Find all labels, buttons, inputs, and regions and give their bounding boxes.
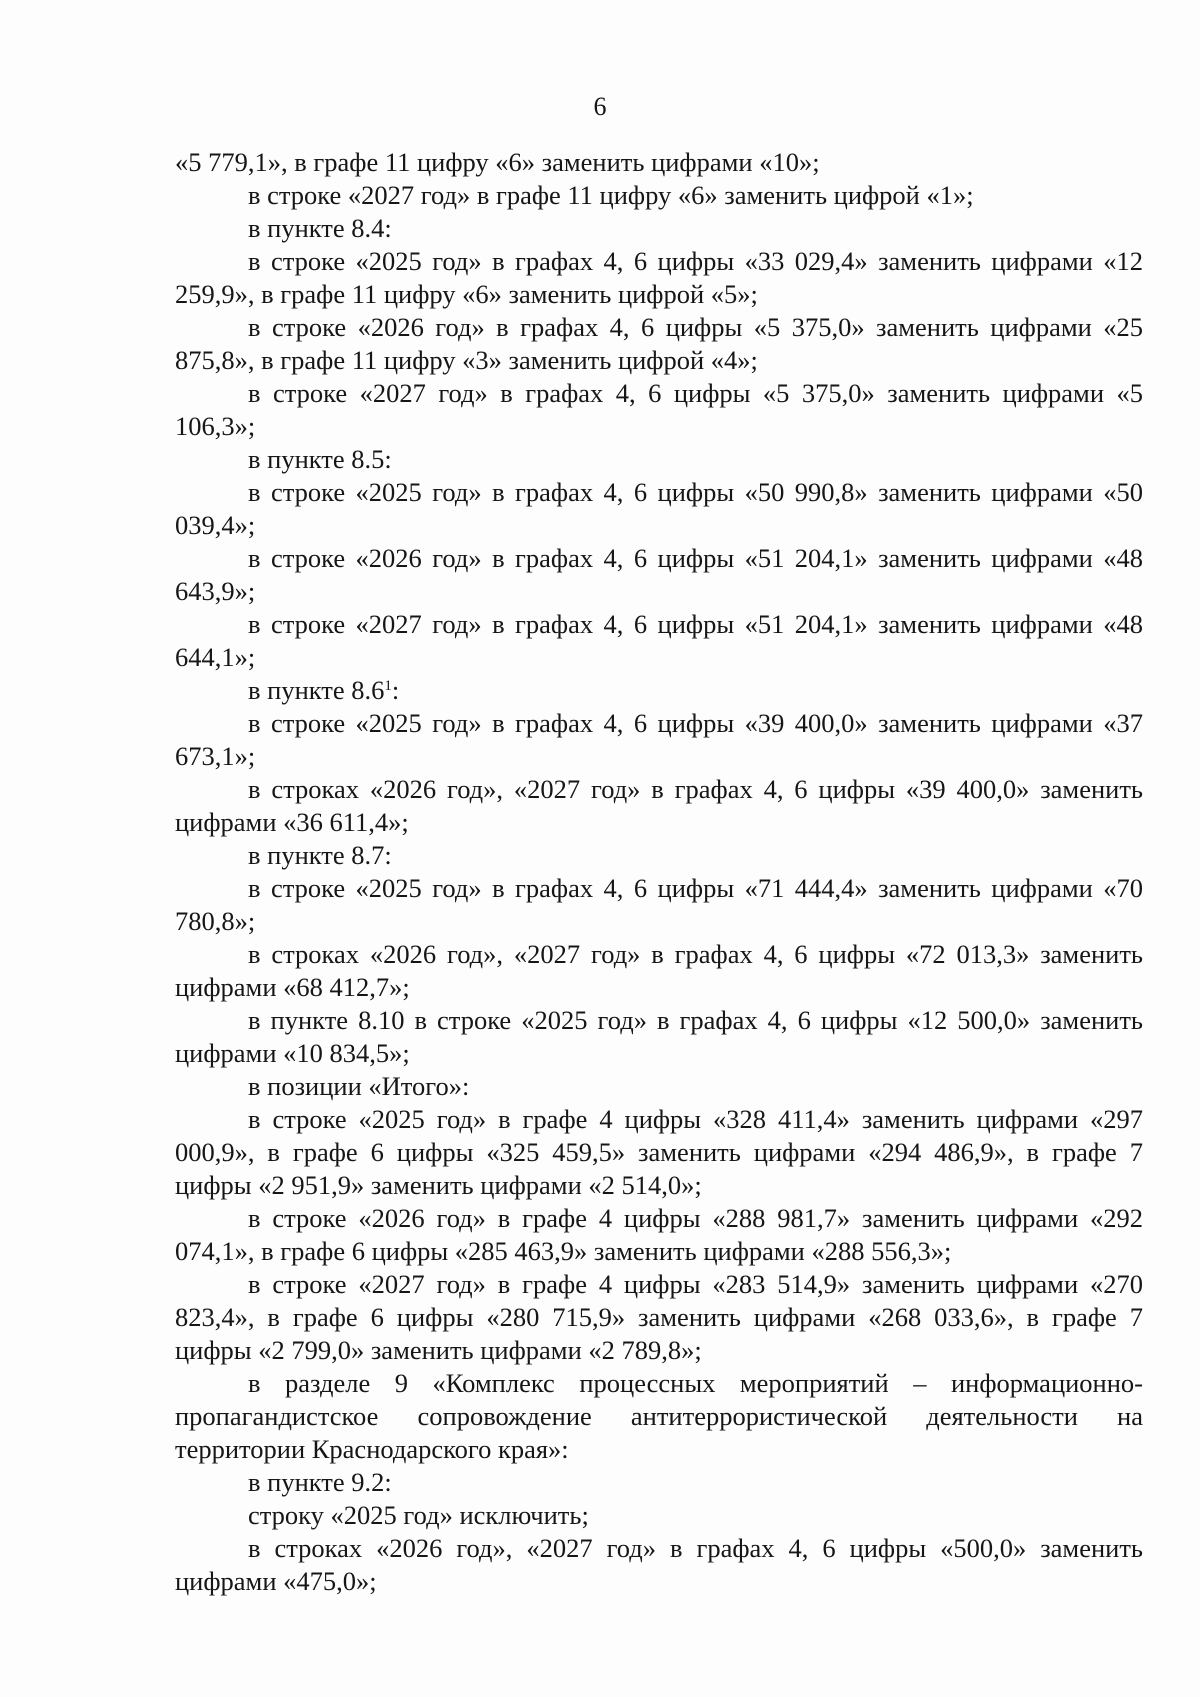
paragraph: в строке «2025 год» в графах 4, 6 цифры «71 444,4» заменить цифрами «70 780,8»; — [175, 873, 1143, 936]
paragraph: в строке «2025 год» в графе 4 цифры «328 411,4» заменить цифрами «297 000,9», в графе 6 цифры «325 459,5» заменить цифрами «294 486,9», в графе 7 цифры «2 951,9» заменить цифрами «2 514,0»; — [175, 1104, 1143, 1200]
document-body — [175, 146, 1143, 1598]
paragraph: в позиции «Итого»: — [248, 1071, 470, 1101]
superscript: 1 — [384, 678, 392, 694]
paragraph: в строке «2026 год» в графах 4, 6 цифры «5 375,0» заменить цифрами «25 875,8», в графе 11 цифру «3» заменить цифрой «4»; — [175, 312, 1143, 375]
paragraph: в строках «2026 год», «2027 год» в графах 4, 6 цифры «500,0» заменить цифрами «475,0»; — [175, 1533, 1143, 1596]
paragraph: в строке «2027 год» в графе 11 цифру «6» заменить цифрой «1»; — [248, 180, 974, 210]
paragraph: в строках «2026 год», «2027 год» в графах 4, 6 цифры «39 400,0» заменить цифрами «36 611,4»; — [175, 774, 1143, 837]
paragraph: «5 779,1», в графе 11 цифру «6» заменить цифрами «10»; — [175, 147, 820, 177]
paragraph: в пункте 8.7: — [248, 840, 392, 870]
paragraph: в строке «2026 год» в графах 4, 6 цифры «51 204,1» заменить цифрами «48 643,9»; — [175, 543, 1143, 606]
paragraph: в строке «2026 год» в графе 4 цифры «288 981,7» заменить цифрами «292 074,1», в графе 6 цифры «285 463,9» заменить цифрами «288 556,3»; — [175, 1203, 1143, 1266]
paragraph: в строке «2027 год» в графе 4 цифры «283 514,9» заменить цифрами «270 823,4», в графе 6 цифры «280 715,9» заменить цифрами «268 033,6», в графе 7 цифры «2 799,0» заменить цифрами «2 789,8»; — [175, 1269, 1143, 1365]
paragraph: в строке «2025 год» в графах 4, 6 цифры «33 029,4» заменить цифрами «12 259,9», в графе 11 цифру «6» заменить цифрой «5»; — [175, 246, 1143, 309]
paragraph: в пункте 8.10 в строке «2025 год» в графах 4, 6 цифры «12 500,0» заменить цифрами «10 834,5»; — [175, 1005, 1143, 1068]
paragraph: в строке «2025 год» в графах 4, 6 цифры «39 400,0» заменить цифрами «37 673,1»; — [175, 708, 1143, 771]
colon: : — [391, 675, 400, 705]
paragraph: в строках «2026 год», «2027 год» в графах 4, 6 цифры «72 013,3» заменить цифрами «68 412,7»; — [175, 939, 1143, 1002]
paragraph: строку «2025 год» исключить; — [248, 1500, 589, 1530]
paragraph: в пункте 8.5: — [248, 444, 392, 474]
paragraph-8-6-heading — [175, 674, 1143, 707]
paragraph: в пункте 8.4: — [248, 213, 392, 243]
paragraph: в пункте 9.2: — [248, 1467, 392, 1497]
page-number: 6 — [593, 92, 607, 121]
paragraph: в строке «2027 год» в графах 4, 6 цифры «5 375,0» заменить цифрами «5 106,3»; — [175, 378, 1143, 441]
paragraph: в строке «2025 год» в графах 4, 6 цифры «50 990,8» заменить цифрами «50 039,4»; — [175, 477, 1143, 540]
paragraph-text: в пункте 8.6 — [248, 675, 385, 705]
paragraph: в строке «2027 год» в графах 4, 6 цифры «51 204,1» заменить цифрами «48 644,1»; — [175, 609, 1143, 672]
paragraph: в разделе 9 «Комплекс процессных мероприятий – информационно-пропагандистское сопровождение антитеррористической деятельности на территории Краснодарского края»: — [175, 1368, 1143, 1464]
